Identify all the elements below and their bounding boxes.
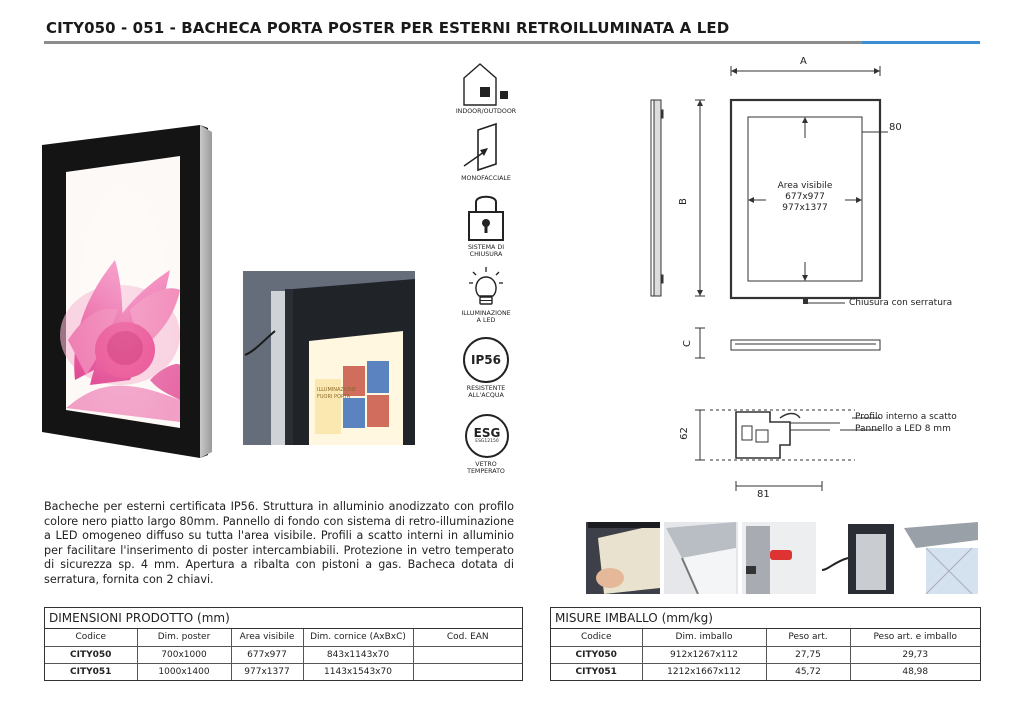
col-header: Codice	[551, 629, 642, 646]
table-row: CITY050 912x1267x112 27,75 29,73	[551, 646, 980, 663]
side-view-photo	[243, 271, 415, 445]
profile-label: Profilo interno a scatto	[855, 412, 957, 422]
col-header: Dim. poster	[137, 629, 231, 646]
lightbulb-icon	[468, 266, 504, 310]
col-header: Peso art. e imballo	[850, 629, 980, 646]
single-sided-panel-icon	[458, 120, 514, 172]
page-title: CITY050 - 051 - BACHECA PORTA POSTER PER ESTERNI RETROILLUMINATA A LED	[46, 19, 730, 37]
col-header: Codice	[45, 629, 137, 646]
title-rule-grey	[44, 41, 862, 44]
detail-photos	[586, 518, 978, 594]
feature-label-ip56: RESISTENTE ALL'ACQUA	[466, 385, 506, 400]
packaging-table-caption: MISURE IMBALLO (mm/kg)	[551, 608, 980, 629]
dim-label-profile-width: 81	[757, 489, 770, 500]
col-header: Peso art.	[766, 629, 850, 646]
feature-icons	[450, 60, 522, 114]
col-header: Cod. EAN	[413, 629, 522, 646]
feature-label-monofacciale: MONOFACCIALE	[461, 175, 511, 182]
feature-label-lock: SISTEMA DI CHIUSURA	[467, 244, 505, 259]
packaging-table	[550, 607, 981, 681]
feature-label-led: ILLUMINAZIONE A LED	[461, 310, 511, 325]
visible-area-label: Area visibile 677x977 977x1377	[777, 181, 833, 213]
table-row: CITY051 1212x1667x112 45,72 48,98	[551, 663, 980, 680]
product-description: Bacheche per esterni certificata IP56. Struttura in alluminio anodizzato con profilo colore nero piatto largo 80mm. Pannello di fondo con sistema di retro-illuminazione a LED omogeneo diffuso su tutta l'area visibile. Profili a scatto interni in alluminio per facilitare l'inserimento di poster intercambiabili. Protezione in vetro temperato di sicurezza sp. 4 mm. Apertura a ribalta con pistoni a gas. Bacheca dotata di serratura, fornita con 2 chiavi.	[44, 500, 514, 586]
col-header: Dim. imballo	[642, 629, 766, 646]
col-header: Dim. cornice (AxBxC)	[303, 629, 413, 646]
dim-label-profile-height: 62	[678, 427, 690, 440]
dim-label-border: 80	[889, 122, 902, 133]
product-table-caption: DIMENSIONI PRODOTTO (mm)	[45, 608, 522, 629]
table-row: CITY051 1000x1400 977x1377 1143x1543x70	[45, 663, 522, 680]
product-dimensions-table	[44, 607, 523, 681]
esg-badge-icon: ESG ESG12150	[465, 414, 509, 458]
poster-text-1: ILLUMINAZIONE	[317, 387, 357, 393]
led-panel-label: Pannello a LED 8 mm	[855, 424, 951, 434]
col-header: Area visibile	[231, 629, 303, 646]
feature-label-esg: VETRO TEMPERATO	[467, 461, 505, 476]
dim-label-a: A	[800, 56, 807, 67]
title-rule-blue	[862, 41, 980, 44]
table-row: CITY050 700x1000 677x977 843x1143x70	[45, 646, 522, 663]
house-icon	[450, 60, 522, 110]
poster-text-2: FUORI PORTA	[317, 394, 351, 400]
dim-label-b: B	[677, 198, 689, 205]
lock-label: Chiusura con serratura	[849, 298, 953, 308]
feature-label-indoor-outdoor: INDOOR/OUTDOOR	[455, 108, 517, 115]
ip56-badge-icon: IP56	[463, 337, 509, 383]
dim-label-c: C	[681, 340, 693, 347]
product-photo	[30, 110, 225, 465]
padlock-icon	[464, 190, 508, 242]
